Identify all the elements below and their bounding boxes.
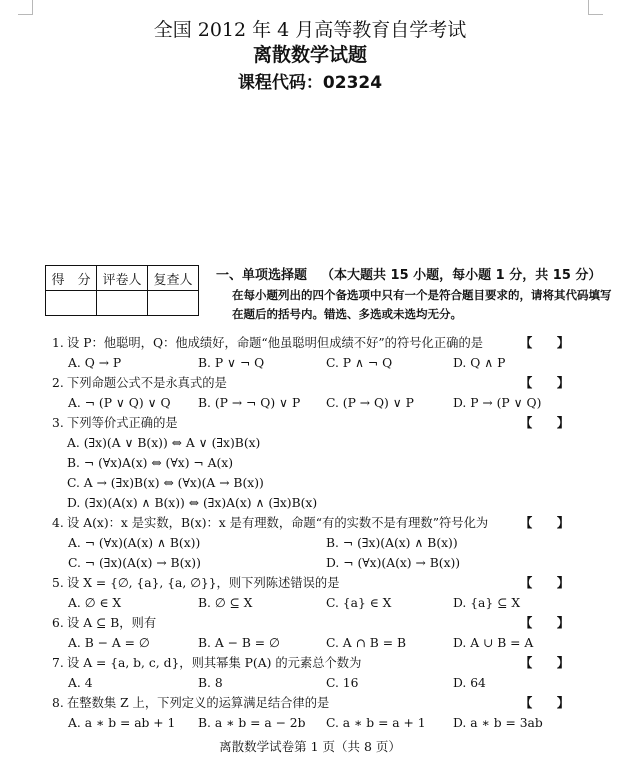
options-row: [52, 553, 572, 573]
option-c: C. P ∧ ¬ Q: [326, 356, 393, 370]
options-row: [52, 593, 572, 613]
option-d: D. {a} ⊆ X: [453, 596, 521, 610]
option-a: A. a ∗ b = ab + 1: [68, 716, 176, 730]
score-cell[interactable]: [46, 291, 97, 316]
question-number: 6.: [52, 616, 64, 630]
option-d: D. A ∪ B = A: [453, 636, 534, 650]
option-b: B. ∅ ⊆ X: [198, 596, 253, 610]
question-number: 4.: [52, 516, 64, 530]
question-text: 下列命题公式不是永真式的是: [67, 376, 227, 390]
answer-bracket[interactable]: 【 】: [520, 656, 570, 670]
option-d: D. 64: [453, 676, 486, 690]
question-text: 设 A(x)：x 是实数，B(x)：x 是有理数，命题“有的实数不是有理数”符号化为: [67, 516, 489, 530]
option-a: A. ¬ (P ∨ Q) ∨ Q: [68, 396, 171, 410]
question-text: 设 A ⊆ B，则有: [67, 616, 157, 630]
question-1: [52, 333, 572, 353]
question-4: [52, 513, 572, 533]
question-text: 设 X = {∅, {a}, {a, ∅}}，则下列陈述错误的是: [67, 576, 340, 590]
answer-bracket[interactable]: 【 】: [520, 336, 570, 350]
options-row: [52, 633, 572, 653]
option-d: D. Q ∧ P: [453, 356, 506, 370]
option-a: A. ¬ (∀x)(A(x) ∧ B(x)): [68, 536, 201, 550]
option-b: B. A − B = ∅: [198, 636, 280, 650]
option-b: B. 8: [198, 676, 223, 690]
options-row: [52, 533, 572, 553]
option-c: C. (P → Q) ∨ P: [326, 396, 414, 410]
section-header: [216, 264, 616, 324]
grader-cell[interactable]: [97, 291, 148, 316]
option-a: A. B − A = ∅: [68, 636, 150, 650]
reviewer-cell[interactable]: [148, 291, 199, 316]
answer-bracket[interactable]: 【 】: [520, 416, 570, 430]
question-number: 2.: [52, 376, 64, 390]
course-code: 课程代码：02324: [237, 73, 383, 93]
option-c: C. {a} ∈ X: [326, 596, 392, 610]
section-instruction: 在每小题列出的四个备选项中只有一个是符合题目要求的，请将其代码填写在题后的括号内。错选、多选或未选均无分。: [232, 288, 612, 321]
answer-bracket[interactable]: 【 】: [520, 576, 570, 590]
question-number: 1.: [52, 336, 64, 350]
section-title: 一、单项选择题: [216, 268, 308, 283]
section-info: （本大题共 15 小题，每小题 1 分，共 15 分）: [321, 268, 602, 283]
answer-bracket[interactable]: 【 】: [520, 616, 570, 630]
option-c: C. a ∗ b = a + 1: [326, 716, 426, 730]
question-number: 8.: [52, 696, 64, 710]
option-d: D. P → (P ∨ Q): [453, 396, 542, 410]
question-text: 下列等价式正确的是: [67, 416, 178, 430]
options-row: [52, 673, 572, 693]
question-list: [52, 333, 572, 733]
option-c: C. 16: [326, 676, 359, 690]
question-7: [52, 653, 572, 673]
option-d: D. a ∗ b = 3ab: [453, 716, 543, 730]
question-number: 5.: [52, 576, 64, 590]
option-c: C. A → (∃x)B(x) ⇔ (∀x)(A → B(x)): [67, 476, 264, 490]
page-title: 离散数学试题: [252, 44, 367, 66]
options-list: [52, 433, 572, 513]
question-2: [52, 373, 572, 393]
question-number: 3.: [52, 416, 64, 430]
option-c: C. ¬ (∃x)(A(x) → B(x)): [68, 556, 201, 570]
page-footer: 离散数学试卷第 1 页（共 8 页）: [219, 739, 401, 754]
reviewer-header: 复查人: [148, 266, 199, 291]
answer-bracket[interactable]: 【 】: [520, 376, 570, 390]
question-text: 在整数集 Z 上，下列定义的运算满足结合律的是: [67, 696, 330, 710]
question-number: 7.: [52, 656, 64, 670]
score-table: [45, 265, 199, 316]
answer-bracket[interactable]: 【 】: [520, 516, 570, 530]
option-a: A. Q → P: [68, 356, 122, 370]
option-d: D. (∃x)(A(x) ∧ B(x)) ⇔ (∃x)A(x) ∧ (∃x)B(x): [67, 496, 318, 510]
question-8: [52, 693, 572, 713]
option-a: A. 4: [68, 676, 93, 690]
crop-mark-top-right: [588, 0, 603, 15]
option-c: C. A ∩ B = B: [326, 636, 406, 650]
crop-mark-top-left: [18, 0, 33, 15]
exam-line: 全国 2012 年 4 月高等教育自学考试: [153, 19, 467, 41]
answer-bracket[interactable]: 【 】: [520, 696, 570, 710]
options-row: [52, 353, 572, 373]
options-row: [52, 393, 572, 413]
question-6: [52, 613, 572, 633]
option-d: D. ¬ (∀x)(A(x) → B(x)): [326, 556, 461, 570]
question-3: [52, 413, 572, 433]
grader-header: 评卷人: [97, 266, 148, 291]
option-a: A. (∃x)(A ∨ B(x)) ⇔ A ∨ (∃x)B(x): [67, 436, 261, 450]
option-b: B. a ∗ b = a − 2b: [198, 716, 306, 730]
option-b: B. (P → ¬ Q) ∨ P: [198, 396, 301, 410]
question-text: 设 P：他聪明，Q：他成绩好，命题“他虽聪明但成绩不好”的符号化正确的是: [67, 336, 484, 350]
question-text: 设 A = {a, b, c, d}，则其幂集 P(A) 的元素总个数为: [67, 656, 362, 670]
option-b: B. ¬ (∀x)A(x) ⇔ (∀x) ¬ A(x): [67, 456, 234, 470]
option-a: A. ∅ ∈ X: [68, 596, 122, 610]
option-b: B. ¬ (∃x)(A(x) ∧ B(x)): [326, 536, 458, 550]
question-5: [52, 573, 572, 593]
option-b: B. P ∨ ¬ Q: [198, 356, 265, 370]
score-header: 得 分: [46, 266, 97, 291]
options-row: [52, 713, 572, 733]
